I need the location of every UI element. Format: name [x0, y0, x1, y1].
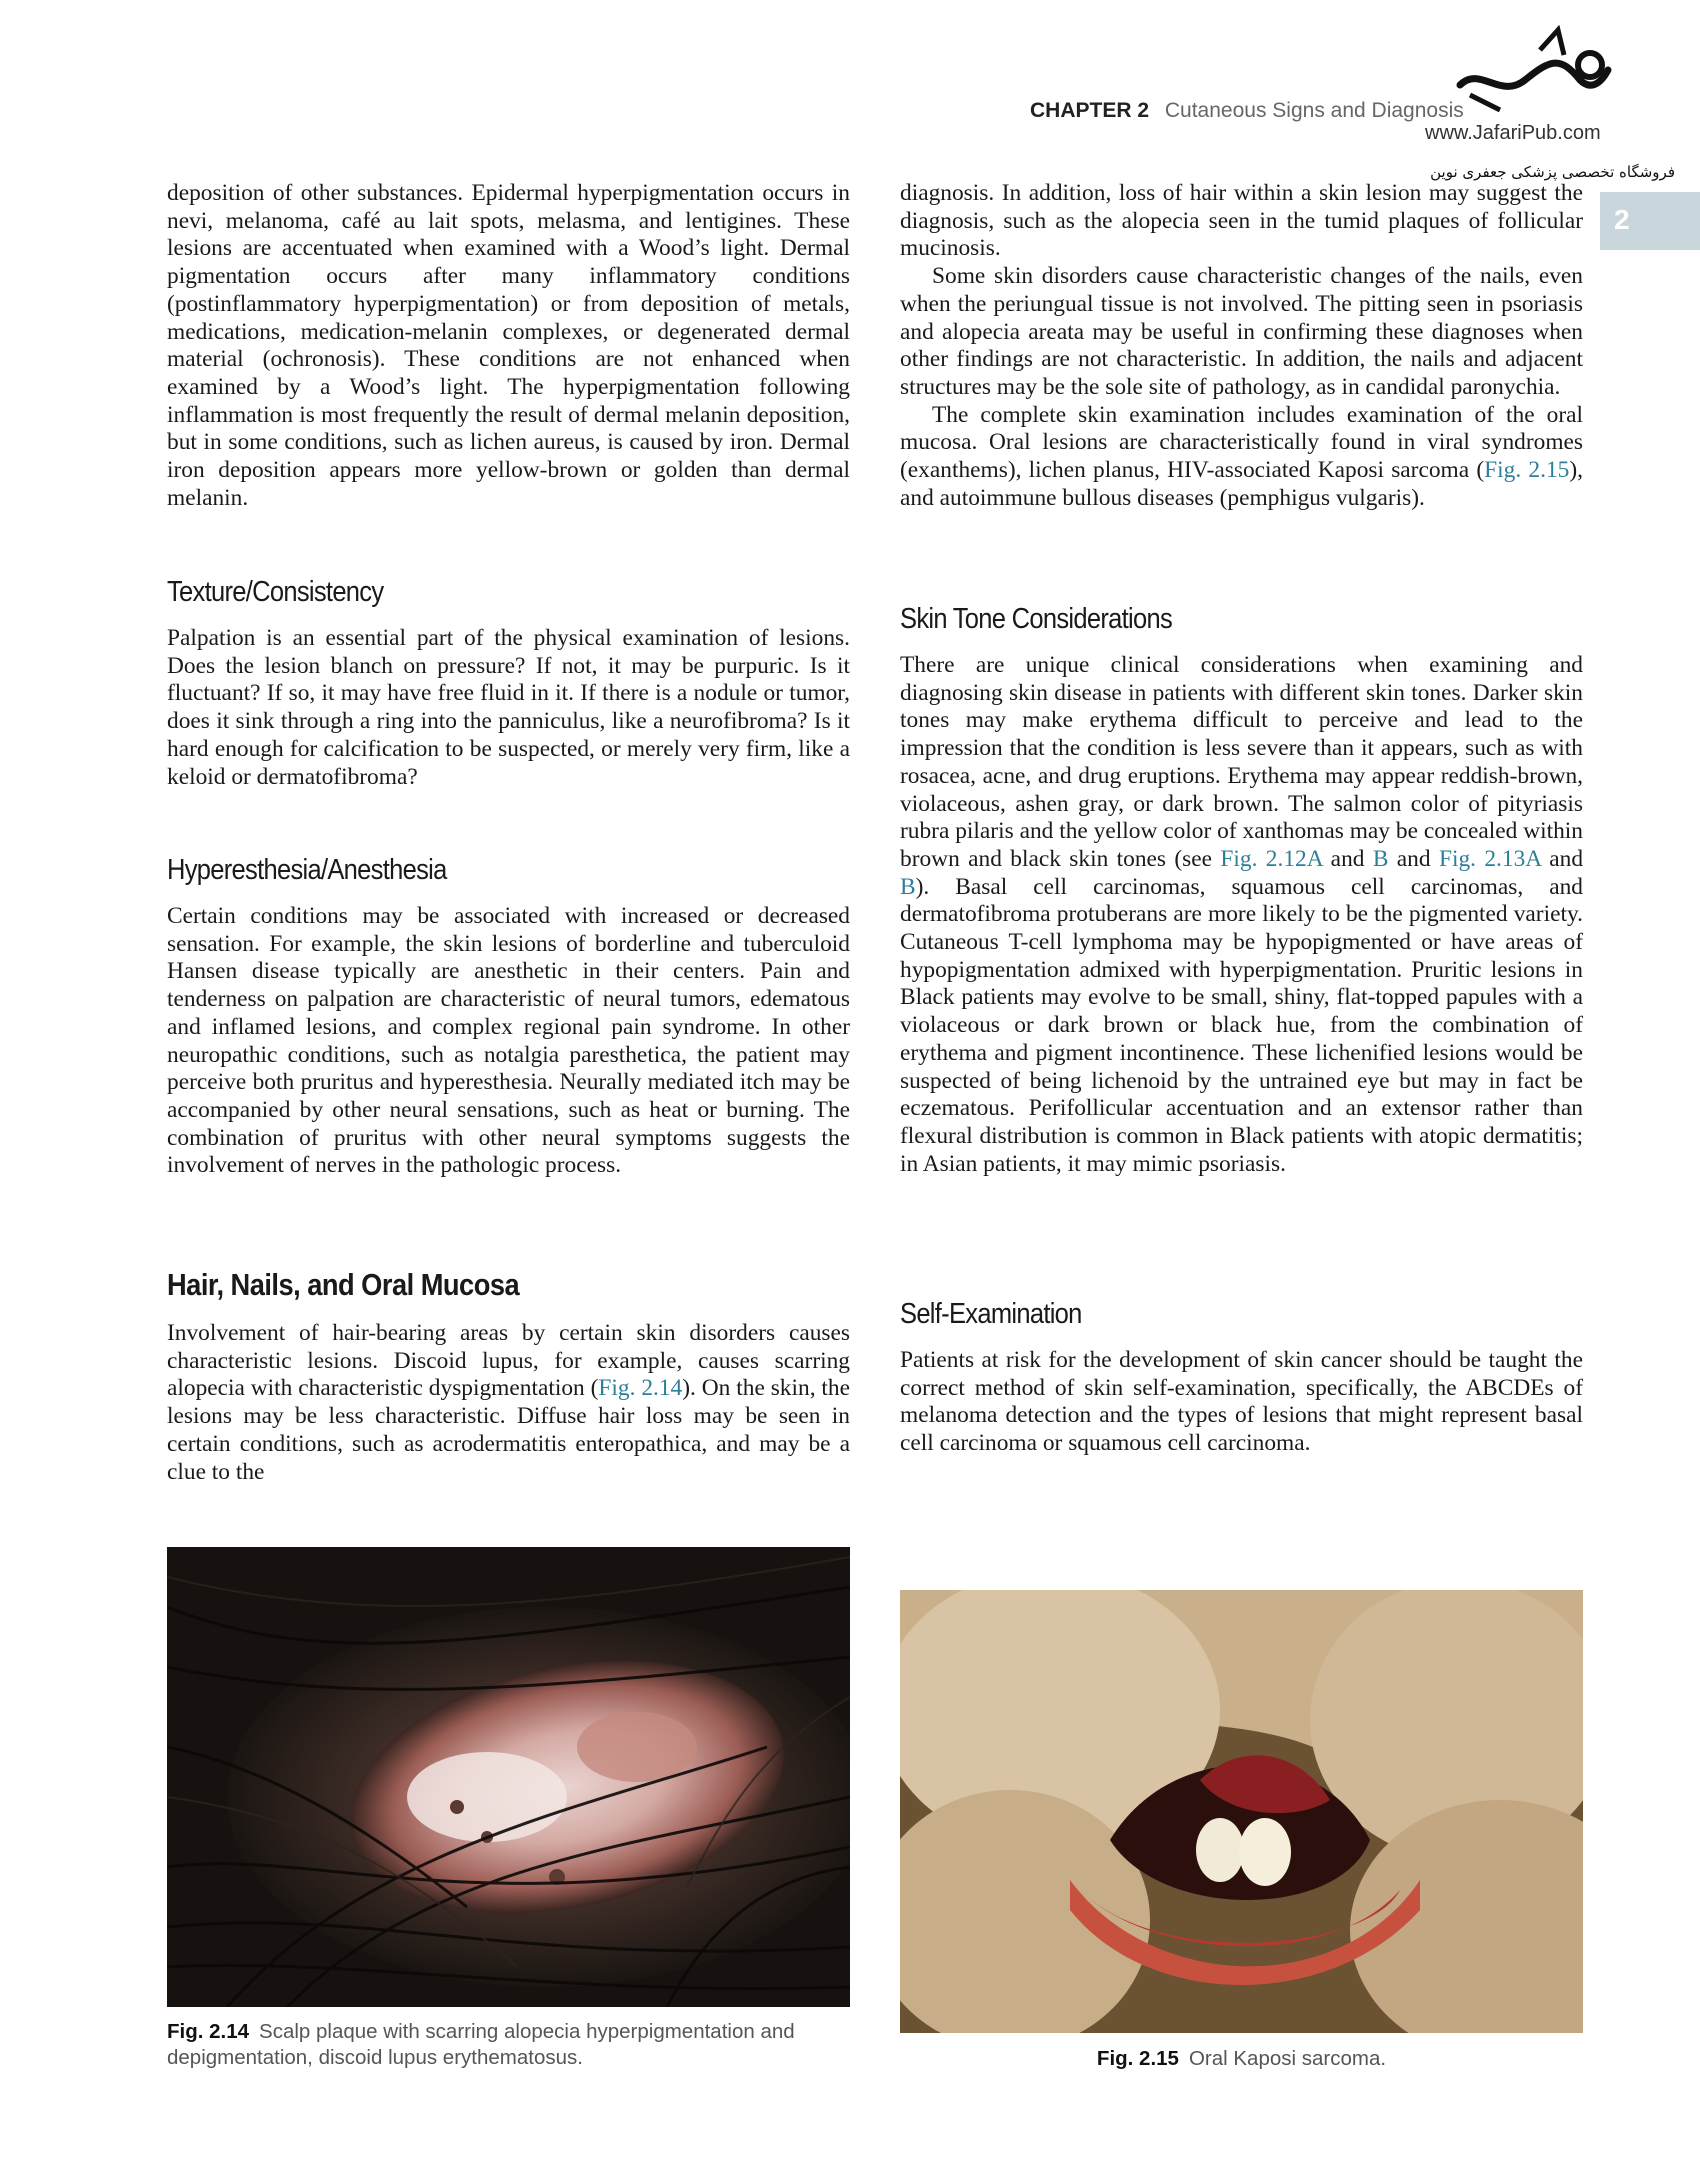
left-column	[167, 180, 850, 512]
oral-lesion-photo	[900, 1590, 1583, 2033]
paragraph-texture: Palpation is an essential part of the physical examination of lesions. Does the lesion blanch on pressure? If not, it may be purpuric. Is it fluctuant? If so, it may have free fluid in it. If there is a nodule or tumor, does it sink through a ring into the panniculus, like a neurofibroma? Is it hard enough for calcification to be suspected, or merely very firm, like a keloid or dermatofibroma?	[167, 625, 850, 790]
paragraph-hyperesthesia: Certain conditions may be associated with increased or decreased sensation. For example, the skin lesions of borderline and tuberculoid Hansen disease typically are anesthetic in their centers. Pain and tenderness on palpation are characteristic of neural tumors, edematous and inflamed lesions, and complex regional pain syndrome. In other neuropathic conditions, such as notalgia paresthetica, the patient may perceive both pruritus and hyperesthesia. Neurally mediated itch may be accompanied by other neural sensations, such as heat or burning. The combination of pruritus with other neural symptoms suggests the involvement of nerves in the pathologic process.	[167, 903, 850, 1179]
figure-2-15-caption: Fig. 2.15 Oral Kaposi sarcoma.	[1096, 2047, 1387, 2070]
fig-2-12b-link[interactable]: B	[1372, 845, 1389, 872]
chapter-tab-number: 2	[1614, 204, 1630, 235]
heading-skin-tone: Skin Tone Considerations	[900, 603, 1173, 635]
figure-2-14-caption: Fig. 2.14 Scalp plaque with scarring alopecia hyperpigmentation and depigmentation, discoid lupus erythematosus.	[167, 2020, 795, 2069]
paragraph-oral-mucosa: The complete skin examination includes examination of the oral mucosa. Oral lesions are characteristically found in viral syndromes (exanthems), lichen planus, HIV-associated Kaposi sarcoma (Fig. 2.15), and autoimmune bullous diseases (pemphigus vulgaris).	[900, 401, 1583, 511]
paragraph-self-exam: Patients at risk for the development of skin cancer should be taught the correct method of skin self-examination, specifically, the ABCDEs of melanoma detection and the types of lesions that might represent basal cell carcinoma or squamous cell carcinoma.	[900, 1347, 1583, 1457]
figure-2-14-image	[167, 1547, 850, 2007]
chapter-title: Cutaneous Signs and Diagnosis	[1164, 99, 1464, 122]
paragraph-pigmentation: deposition of other substances. Epidermal hyperpigmentation occurs in nevi, melanoma, café au lait spots, melasma, and lentigines. These lesions are accentuated when examined with a Wood’s light. Dermal pigmentation occurs after many inflammatory conditions (postinflammatory hyperpigmentation) or from deposition of metals, medications, medication-melanin complexes, or degenerated dermal material (ochronosis). These conditions are not enhanced when examined by a Wood’s light. The hyperpigmentation following inflammation is most frequently the result of dermal melanin deposition, but in some conditions, such as lichen aureus, is caused by iron. Dermal iron deposition appears more yellow-brown or golden than dermal melanin.	[167, 180, 850, 511]
heading-hyperesthesia: Hyperesthesia/Anesthesia	[167, 854, 447, 886]
skin-tone-section	[900, 652, 1583, 1178]
figure-2-15-image	[900, 1590, 1583, 2033]
fig-2-12a-link[interactable]: Fig. 2.12A	[1220, 845, 1323, 872]
publisher-logo-icon	[1440, 25, 1640, 115]
heading-hair-nails: Hair, Nails, and Oral Mucosa	[167, 1267, 520, 1302]
running-header	[1030, 99, 1464, 123]
fig-2-13a-link[interactable]: Fig. 2.13A	[1438, 845, 1541, 872]
paragraph-hair-diagnosis: diagnosis. In addition, loss of hair within a skin lesion may suggest the diagnosis, such as the alopecia seen in the tumid plaques of follicular mucinosis.	[900, 180, 1583, 262]
paragraph-hair: Involvement of hair-bearing areas by certain skin disorders causes characteristic lesions. Discoid lupus, for example, causes scarring alopecia with characteristic dyspigmentation (Fig. 2.14). On the skin, the lesions may be less characteristic. Diffuse hair loss may be seen in certain conditions, such as acrodermatitis enteropathica, and may be a clue to the	[167, 1320, 850, 1485]
heading-texture: Texture/Consistency	[167, 576, 384, 608]
fig-2-15-link[interactable]: Fig. 2.15	[1484, 457, 1570, 484]
texture-section	[167, 625, 850, 791]
figure-2-14-label: Fig. 2.14	[167, 2020, 250, 2043]
paragraph-skin-tone: There are unique clinical considerations when examining and diagnosing skin disease in patients with different skin tones. Darker skin tones may make erythema difficult to perceive and lead to the impression that the condition is less severe than it appears, such as with rosacea, acne, and drug eruptions. Erythema may appear reddish-brown, violaceous, ashen gray, or dark brown. The salmon color of pityriasis rubra pilaris and the yellow color of xanthomas may be concealed within brown and black skin tones (see Fig. 2.12A and B and Fig. 2.13A and B). Basal cell carcinomas, squamous cell carcinomas, and dermatofibroma protuberans are more likely to be the pigmented variety. Cutaneous T-cell lymphoma may be hypopigmented or have areas of hypopigmentation admixed with hyperpigmentation. Pruritic lesions in Black patients may evolve to be small, shiny, flat-topped papules with a violaceous or dark brown or black hue, from the combination of erythema and pigment incontinence. These lichenified lesions would be suspected of being lichenoid by the untrained eye but may in fact be eczematous. Perifollicular accentuation and an extensor rather than flexural distribution is common in Black patients with atopic dermatitis; in Asian patients, it may mimic psoriasis.	[900, 652, 1584, 1177]
right-column	[900, 180, 1583, 512]
self-exam-section	[900, 1347, 1583, 1458]
chapter-label: CHAPTER 2	[1030, 99, 1150, 122]
watermark-tagline: فروشگاه تخصصی پزشکی جعفری نوین	[1430, 163, 1675, 181]
scalp-lesion-photo	[167, 1547, 850, 2007]
figure-2-15-label: Fig. 2.15	[1096, 2047, 1179, 2070]
chapter-tab	[1600, 192, 1700, 250]
fig-2-13b-link[interactable]: B	[900, 873, 916, 900]
hyperesthesia-section	[167, 903, 850, 1180]
heading-self-exam: Self-Examination	[900, 1298, 1082, 1330]
watermark-url: www.JafariPub.com	[1425, 122, 1601, 144]
fig-2-14-link[interactable]: Fig. 2.14	[598, 1375, 683, 1402]
paragraph-nails: Some skin disorders cause characteristic changes of the nails, even when the periungual tissue is not involved. The pitting seen in psoriasis and alopecia areata may be useful in confirming these diagnoses when other findings are not characteristic. In addition, the nails and adjacent structures may be the sole site of pathology, as in candidal paronychia.	[900, 263, 1583, 400]
hair-section	[167, 1320, 850, 1486]
